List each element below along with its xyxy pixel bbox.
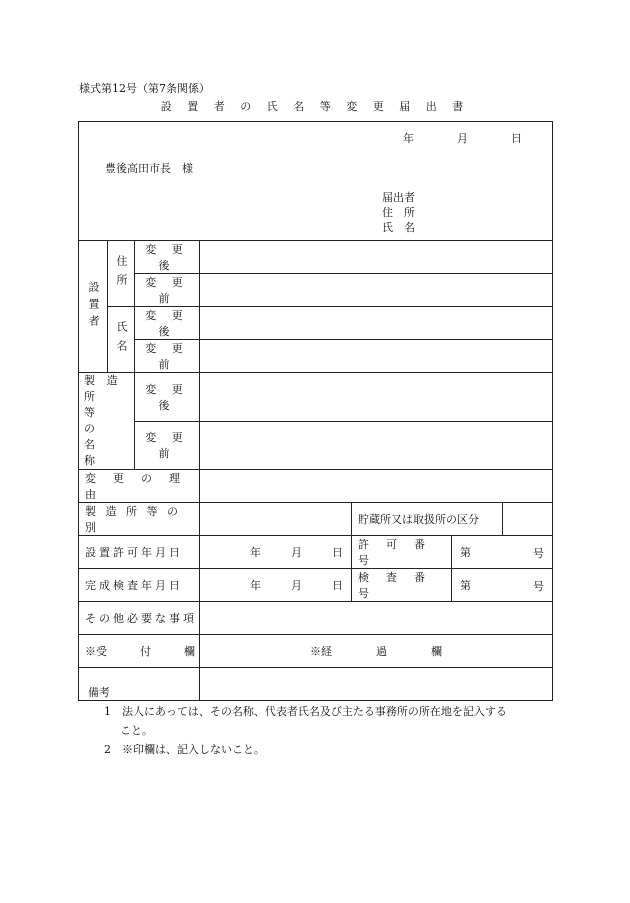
facility-before-field[interactable] bbox=[200, 421, 553, 470]
facility-after-field[interactable] bbox=[200, 373, 553, 422]
facility-type-field[interactable] bbox=[200, 503, 352, 536]
reason-label: 変 更 の 理 由 bbox=[79, 470, 200, 503]
permit-date-label: 設置許可年月日 bbox=[79, 536, 200, 569]
submission-date[interactable] bbox=[403, 130, 522, 146]
applicant-label: 届出者 bbox=[382, 191, 415, 204]
name-label: 氏 名 bbox=[382, 221, 415, 234]
other-matters-field[interactable] bbox=[200, 602, 553, 635]
inspection-number-field[interactable]: 第 号 bbox=[452, 569, 553, 602]
applicant-block bbox=[382, 190, 415, 235]
document-title: 設 置 者 の 氏 名 等 変 更 届 出 書 bbox=[160, 100, 470, 113]
storage-handling-field[interactable] bbox=[503, 503, 553, 536]
address-after-label: 変 更 後 bbox=[135, 241, 200, 274]
note-item-1: 1 法人にあっては、その名称、代表者氏名及び主たる事務所の所在地を記入する bbox=[104, 705, 507, 718]
facility-name-label: 製 造 所 等 の 名 称 bbox=[79, 373, 135, 470]
address-before-label: 変 更 前 bbox=[135, 274, 200, 307]
permit-number-label: 許 可 番 号 bbox=[352, 536, 452, 569]
completion-date-field[interactable]: 年 月 日 bbox=[200, 569, 352, 602]
name-before-field[interactable] bbox=[200, 340, 553, 373]
reason-field[interactable] bbox=[200, 470, 553, 503]
addressee: 豊後高田市長 様 bbox=[105, 162, 193, 175]
day-label: 日 bbox=[511, 132, 523, 145]
facility-after-label: 変 更 後 bbox=[135, 373, 200, 422]
reception-label: ※受 付 欄 bbox=[79, 635, 200, 668]
notes-heading: 備考 bbox=[88, 686, 110, 699]
name-after-label: 変 更 後 bbox=[135, 307, 200, 340]
address-label: 住 所 bbox=[382, 206, 415, 219]
form-number: 様式第12号（第7条関係） bbox=[79, 82, 210, 95]
storage-handling-label: 貯蔵所又は取扱所の区分 bbox=[352, 503, 503, 536]
inspection-number-label: 検 査 番 号 bbox=[352, 569, 452, 602]
completion-date-label: 完成検査年月日 bbox=[79, 569, 200, 602]
permit-date-field[interactable]: 年 月 日 bbox=[200, 536, 352, 569]
notification-form bbox=[78, 121, 553, 701]
installer-label: 設置者 bbox=[87, 281, 100, 332]
note-item-1-continued: こと。 bbox=[120, 724, 153, 737]
facility-type-label: 製 造 所 等 の 別 bbox=[79, 503, 200, 536]
progress-label: ※経 過 欄 bbox=[200, 635, 553, 668]
installer-name-label: 氏名 bbox=[108, 307, 135, 373]
facility-before-label: 変 更 前 bbox=[135, 421, 200, 470]
permit-number-field[interactable]: 第 号 bbox=[452, 536, 553, 569]
header-block bbox=[79, 122, 553, 241]
installer-address-label: 住所 bbox=[108, 241, 135, 307]
installer-group-label bbox=[79, 241, 108, 373]
other-matters-label: その他必要な事項 bbox=[79, 602, 200, 635]
note-item-2: 2 ※印欄は、記入しないこと。 bbox=[104, 743, 265, 756]
name-before-label: 変 更 前 bbox=[135, 340, 200, 373]
month-label: 月 bbox=[457, 132, 469, 145]
notes bbox=[88, 683, 548, 759]
address-after-field[interactable] bbox=[200, 241, 553, 274]
year-label: 年 bbox=[403, 132, 415, 145]
address-before-field[interactable] bbox=[200, 274, 553, 307]
name-after-field[interactable] bbox=[200, 307, 553, 340]
